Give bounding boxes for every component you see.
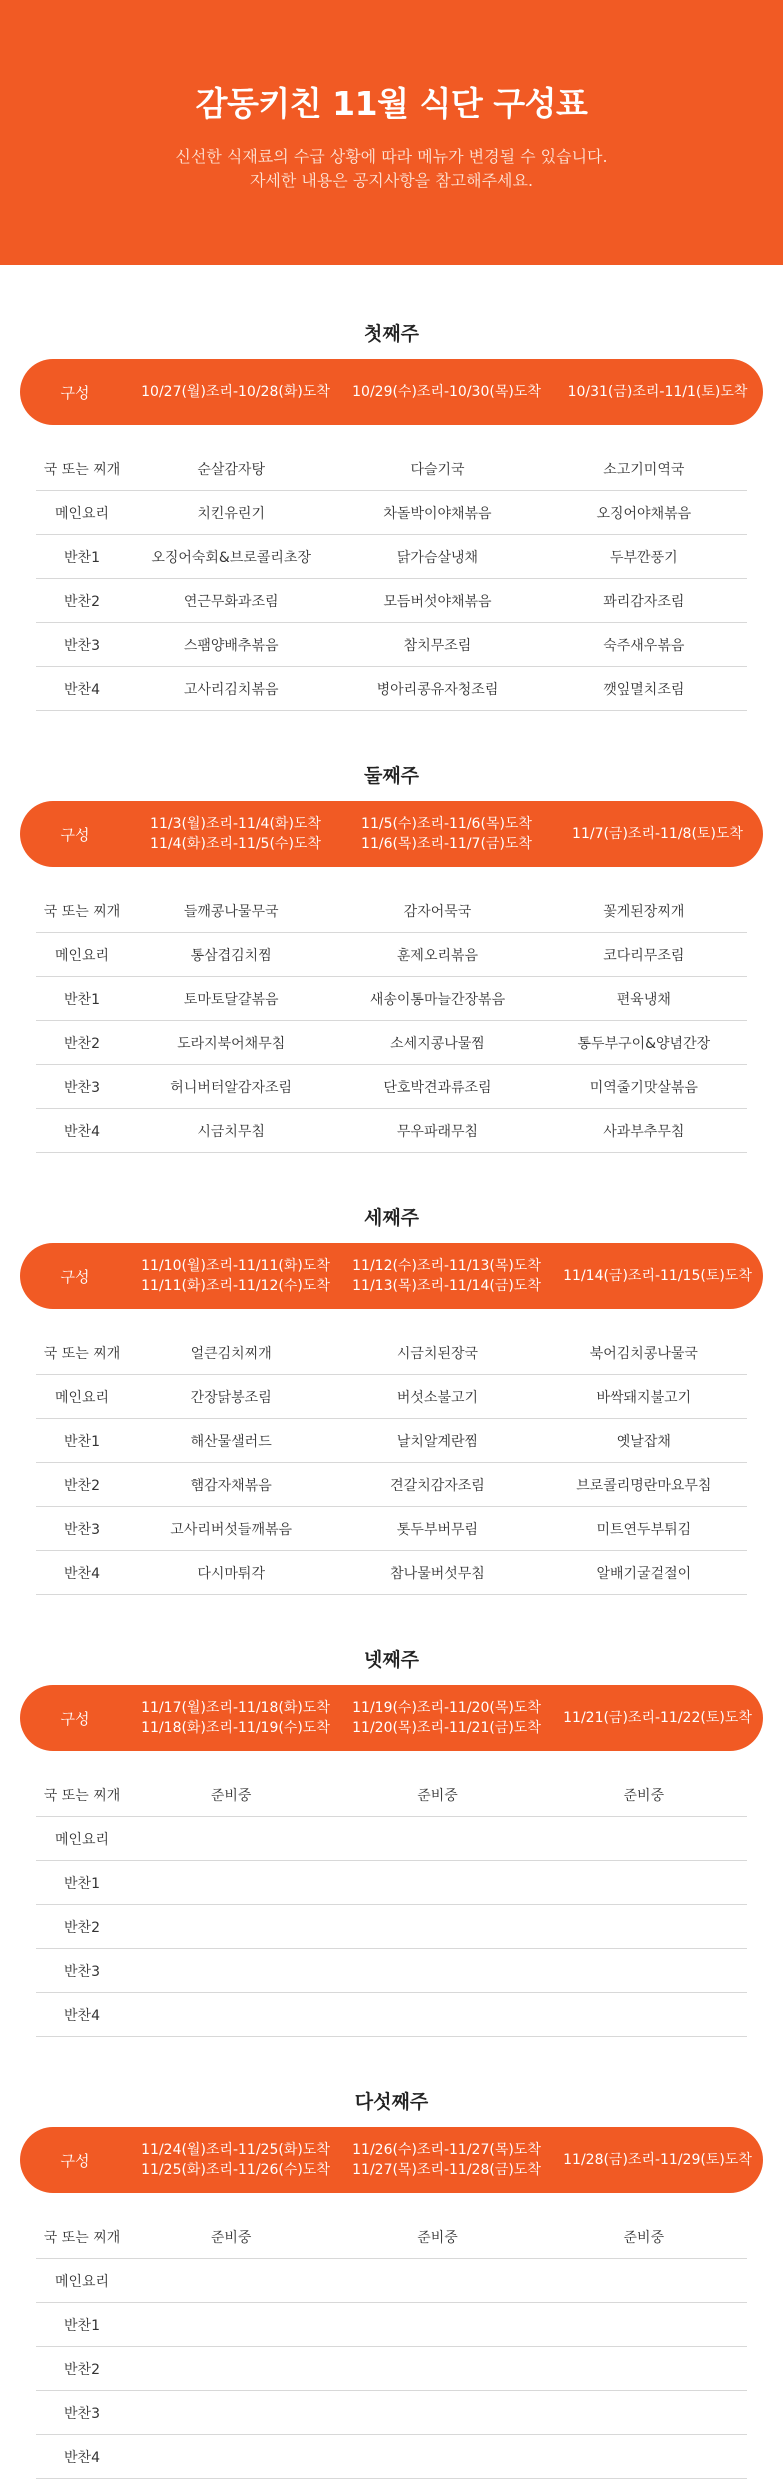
schedule-line: 11/26(수)조리-11/27(목)도착: [352, 2142, 541, 2158]
composition-bar: [20, 801, 763, 867]
row-label: 반찬4: [64, 2449, 100, 2466]
menu-cell: 다슬기국: [410, 461, 465, 478]
row-label: 반찬1: [64, 549, 100, 566]
row-label: 반찬1: [64, 991, 100, 1008]
table-row: [36, 1551, 747, 1595]
week-section: [0, 2089, 783, 2479]
table-row: [36, 535, 747, 579]
schedule-line: 11/7(금)조리-11/8(토)도착: [572, 826, 743, 842]
menu-cell: 다시마튀각: [197, 1565, 265, 1582]
menu-cell: 새송이통마늘간장볶음: [369, 991, 506, 1008]
table-row: [36, 667, 747, 711]
delivery-schedule: [341, 382, 552, 402]
row-label: 반찬4: [64, 681, 100, 698]
delivery-schedule: [341, 814, 552, 854]
menu-cell: 병아리콩유자청조림: [376, 681, 499, 698]
delivery-schedule: [130, 382, 341, 402]
schedule-line: 11/5(수)조리-11/6(목)도착: [361, 816, 532, 832]
composition-label: 구성: [60, 825, 90, 844]
schedule-line: 10/31(금)조리-11/1(토)도착: [567, 384, 748, 400]
composition-bar: [20, 359, 763, 425]
menu-cell: 시금치된장국: [396, 1345, 479, 1362]
menu-cell: 순살감자탕: [197, 461, 265, 478]
menu-cell: 미역줄기맛살볶음: [589, 1079, 698, 1096]
menu-cell: 치킨유린기: [197, 505, 265, 522]
row-label: 국 또는 찌개: [43, 1787, 121, 1804]
schedule-line: 11/18(화)조리-11/19(수)도착: [141, 1720, 330, 1736]
delivery-schedule: [552, 1266, 763, 1286]
delivery-schedule: [130, 1698, 341, 1738]
table-row: [36, 1331, 747, 1375]
week-section: [0, 321, 783, 711]
menu-cell: 꽈리감자조림: [603, 593, 685, 610]
menu-cell: 버섯소불고기: [396, 1389, 479, 1406]
menu-cell: 소세지콩나물찜: [390, 1035, 485, 1052]
row-label: 반찬1: [64, 2317, 100, 2334]
menu-cell: 간장닭봉조림: [190, 1389, 272, 1406]
row-label: 메인요리: [54, 947, 110, 964]
week-section: [0, 1205, 783, 1595]
composition-label: 구성: [60, 1267, 90, 1286]
menu-table: [36, 889, 747, 1153]
table-row: [36, 1375, 747, 1419]
composition-bar: [20, 1243, 763, 1309]
menu-cell: 연근무화과조림: [183, 593, 279, 610]
menu-cell: 무우파래무침: [396, 1123, 479, 1140]
row-label: 반찬4: [64, 1565, 100, 1582]
table-row: [36, 1463, 747, 1507]
menu-cell: 도라지북어채무침: [177, 1035, 286, 1052]
menu-cell: 닭가슴살냉채: [396, 549, 479, 566]
menu-cell: 꽃게된장찌개: [603, 903, 685, 920]
menu-cell: 미트연두부튀김: [596, 1521, 692, 1538]
delivery-schedule: [552, 2150, 763, 2170]
composition-bar: [20, 1685, 763, 1751]
schedule-line: 11/25(화)조리-11/26(수)도착: [141, 2162, 330, 2178]
week-title: 세째주: [363, 1207, 420, 1229]
table-row: [36, 1021, 747, 1065]
row-label: 메인요리: [54, 1831, 110, 1848]
week-section: [0, 1647, 783, 2037]
table-row: [36, 1993, 747, 2037]
menu-cell: 준비중: [623, 2229, 665, 2246]
schedule-line: 10/29(수)조리-10/30(목)도착: [352, 384, 541, 400]
menu-table: [36, 447, 747, 711]
menu-cell: 사과부추무침: [603, 1123, 685, 1140]
schedule-line: 11/10(월)조리-11/11(화)도착: [141, 1258, 330, 1274]
delivery-schedule: [130, 814, 341, 854]
row-label: 반찬1: [64, 1433, 100, 1450]
menu-cell: 허니버터알감자조림: [170, 1079, 293, 1096]
delivery-schedule: [341, 1698, 552, 1738]
table-row: [36, 2259, 747, 2303]
row-label: 반찬2: [64, 1035, 100, 1052]
schedule-line: 11/24(월)조리-11/25(화)도착: [141, 2142, 330, 2158]
menu-cell: 준비중: [623, 1787, 665, 1804]
menu-cell: 감자어묵국: [403, 903, 472, 920]
schedule-line: 11/21(금)조리-11/22(토)도착: [563, 1710, 752, 1726]
menu-cell: 해산물샐러드: [190, 1433, 272, 1450]
notice-line-2: 자세한 내용은 공지사항을 참고해주세요.: [249, 171, 534, 190]
table-row: [36, 2435, 747, 2479]
schedule-line: 11/3(월)조리-11/4(화)도착: [150, 816, 321, 832]
menu-cell: 준비중: [417, 2229, 458, 2246]
menu-table: [36, 1773, 747, 2037]
page-title: 감동키친 11월 식단 구성표: [195, 84, 588, 123]
delivery-schedule: [130, 2140, 341, 2180]
schedule-line: 11/14(금)조리-11/15(토)도착: [563, 1268, 752, 1284]
menu-cell: 차돌박이야채볶음: [383, 505, 492, 522]
menu-table: [36, 1331, 747, 1595]
table-row: [36, 1109, 747, 1153]
table-row: [36, 447, 747, 491]
menu-cell: 토마토달걀볶음: [183, 991, 279, 1008]
menu-cell: 얼큰김치찌개: [190, 1345, 272, 1362]
table-row: [36, 1507, 747, 1551]
menu-cell: 소고기미역국: [603, 461, 685, 478]
menu-cell: 들깨콩나물무국: [183, 903, 279, 920]
table-row: [36, 2347, 747, 2391]
schedule-line: 11/11(화)조리-11/12(수)도착: [141, 1278, 330, 1294]
menu-cell: 오징어야채볶음: [596, 505, 692, 522]
schedule-line: 11/20(목)조리-11/21(금)도착: [352, 1720, 541, 1736]
menu-cell: 브로콜리명란마요무침: [576, 1477, 712, 1494]
table-row: [36, 623, 747, 667]
table-row: [36, 1817, 747, 1861]
schedule-line: 11/4(화)조리-11/5(수)도착: [150, 836, 321, 852]
notice-line-1: 신선한 식재료의 수급 상황에 따라 메뉴가 변경될 수 있습니다.: [175, 147, 608, 166]
schedule-line: 11/27(목)조리-11/28(금)도착: [352, 2162, 541, 2178]
row-label: 메인요리: [54, 2273, 110, 2290]
menu-cell: 준비중: [417, 1787, 458, 1804]
menu-cell: 통삼겹김치찜: [190, 947, 272, 964]
menu-cell: 단호박견과류조림: [383, 1079, 492, 1096]
row-label: 반찬4: [64, 1123, 100, 1140]
header-notice: [0, 145, 783, 193]
row-label: 반찬2: [64, 2361, 100, 2378]
menu-cell: 참치무조림: [403, 637, 472, 654]
week-section: [0, 763, 783, 1153]
schedule-line: 11/6(목)조리-11/7(금)도착: [361, 836, 532, 852]
delivery-schedule: [130, 1256, 341, 1296]
delivery-schedule: [341, 2140, 552, 2180]
row-label: 국 또는 찌개: [43, 903, 121, 920]
menu-cell: 통두부구이&양념간장: [577, 1035, 711, 1052]
delivery-schedule: [552, 382, 763, 402]
row-label: 반찬2: [64, 1477, 100, 1494]
table-row: [36, 2391, 747, 2435]
menu-cell: 모듬버섯야채볶음: [383, 593, 492, 610]
composition-label: 구성: [60, 2151, 90, 2170]
schedule-line: 11/12(수)조리-11/13(목)도착: [352, 1258, 541, 1274]
menu-cell: 오징어숙회&브로콜리초장: [151, 549, 311, 566]
row-label: 반찬2: [64, 1919, 100, 1936]
schedule-line: 11/19(수)조리-11/20(목)도착: [352, 1700, 541, 1716]
composition-label: 구성: [60, 1709, 90, 1728]
table-row: [36, 889, 747, 933]
composition-bar: [20, 2127, 763, 2193]
menu-cell: 코다리무조림: [603, 947, 685, 964]
table-row: [36, 579, 747, 623]
menu-cell: 고사리버섯들깨볶음: [170, 1521, 293, 1538]
menu-cell: 고사리김치볶음: [183, 681, 279, 698]
table-row: [36, 1773, 747, 1817]
page-header: [0, 0, 783, 265]
row-label: 반찬3: [64, 1079, 100, 1096]
table-row: [36, 2215, 747, 2259]
delivery-schedule: [552, 1708, 763, 1728]
row-label: 메인요리: [54, 505, 110, 522]
week-title: 첫째주: [363, 323, 420, 345]
table-row: [36, 933, 747, 977]
row-label: 반찬3: [64, 1521, 100, 1538]
weekly-menu-list: [0, 265, 783, 2479]
menu-table: [36, 2215, 747, 2479]
row-label: 메인요리: [54, 1389, 110, 1406]
week-title: 다섯째주: [354, 2091, 429, 2113]
composition-label: 구성: [60, 383, 90, 402]
row-label: 반찬2: [64, 593, 100, 610]
delivery-schedule: [552, 824, 763, 844]
row-label: 반찬3: [64, 637, 100, 654]
schedule-line: 11/28(금)조리-11/29(토)도착: [563, 2152, 752, 2168]
menu-cell: 톳두부버무림: [396, 1521, 479, 1538]
menu-cell: 스팸양배추볶음: [183, 637, 279, 654]
table-row: [36, 491, 747, 535]
row-label: 국 또는 찌개: [43, 1345, 121, 1362]
week-title: 둘째주: [363, 765, 420, 787]
menu-cell: 알배기굴겉절이: [596, 1565, 692, 1582]
menu-cell: 햄감자채볶음: [190, 1477, 272, 1494]
delivery-schedule: [341, 1256, 552, 1296]
menu-cell: 편육냉채: [616, 991, 671, 1008]
table-row: [36, 1419, 747, 1463]
table-row: [36, 1065, 747, 1109]
schedule-line: 11/17(월)조리-11/18(화)도착: [141, 1700, 330, 1716]
menu-cell: 준비중: [210, 2229, 252, 2246]
menu-cell: 준비중: [210, 1787, 252, 1804]
menu-cell: 깻잎멸치조림: [603, 681, 685, 698]
row-label: 반찬3: [64, 2405, 100, 2422]
table-row: [36, 1905, 747, 1949]
menu-cell: 옛날잡채: [616, 1433, 671, 1450]
menu-cell: 훈제오리볶음: [396, 947, 479, 964]
row-label: 국 또는 찌개: [43, 461, 121, 478]
row-label: 반찬1: [64, 1875, 100, 1892]
menu-cell: 시금치무침: [197, 1123, 265, 1140]
menu-cell: 북어김치콩나물국: [589, 1345, 698, 1362]
table-row: [36, 1949, 747, 1993]
row-label: 반찬3: [64, 1963, 100, 1980]
menu-cell: 두부깐풍기: [610, 549, 678, 566]
menu-cell: 숙주새우볶음: [603, 637, 685, 654]
menu-cell: 견갈치감자조림: [390, 1477, 485, 1494]
menu-cell: 참나물버섯무침: [390, 1565, 485, 1582]
schedule-line: 11/13(목)조리-11/14(금)도착: [352, 1278, 541, 1294]
week-title: 넷째주: [363, 1649, 420, 1671]
menu-cell: 날치알계란찜: [396, 1433, 479, 1450]
row-label: 국 또는 찌개: [43, 2229, 121, 2246]
menu-cell: 바싹돼지불고기: [596, 1389, 692, 1406]
table-row: [36, 977, 747, 1021]
table-row: [36, 2303, 747, 2347]
table-row: [36, 1861, 747, 1905]
row-label: 반찬4: [64, 2007, 100, 2024]
schedule-line: 10/27(월)조리-10/28(화)도착: [141, 384, 330, 400]
